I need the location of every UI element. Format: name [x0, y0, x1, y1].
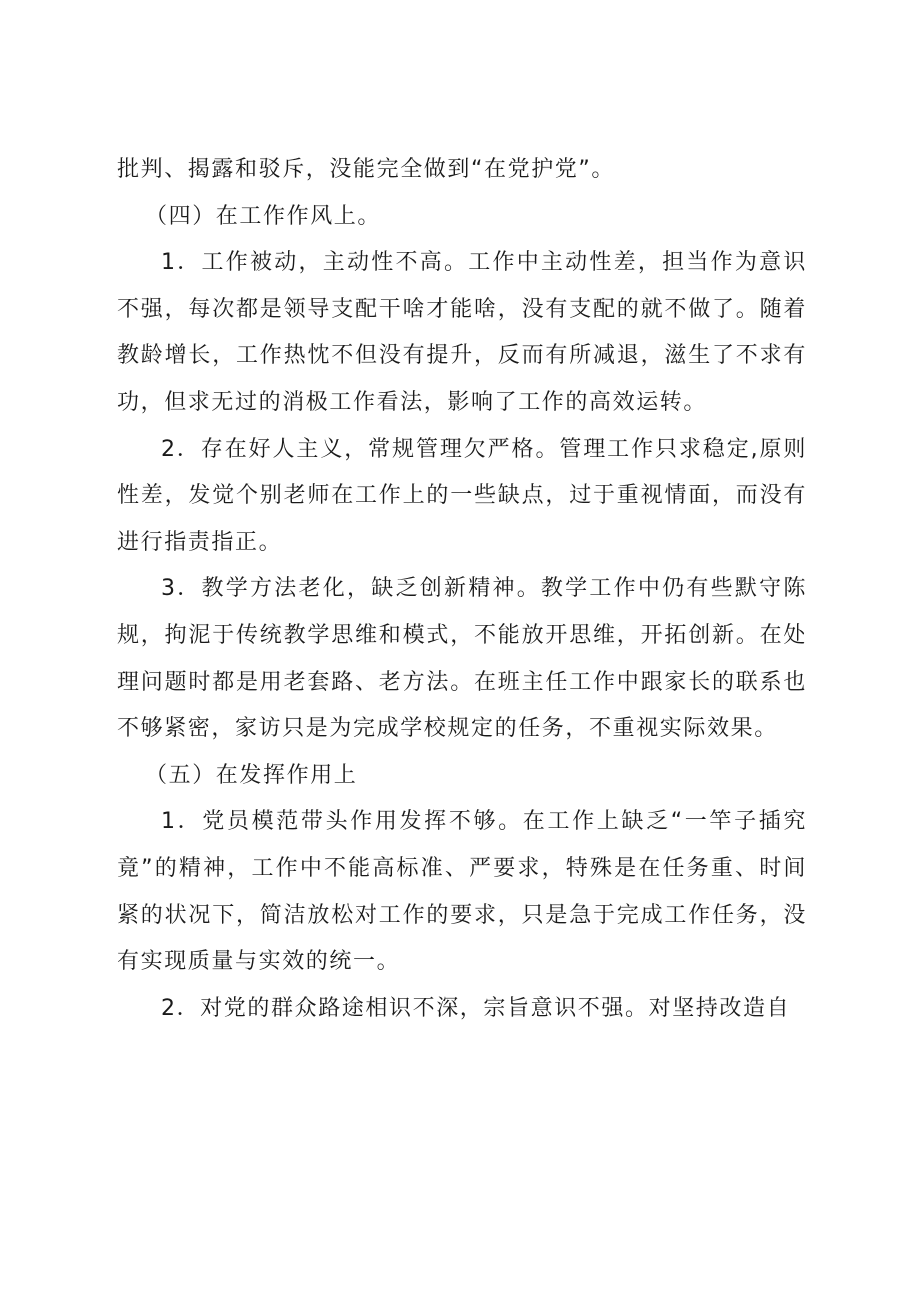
paragraph-item-4-1: 1．工作被动，主动性不高。工作中主动性差，担当作为意识不强，每次都是领导支配干啥才能啥，没有支配的就不做了。随着教龄增长，工作热忱不但没有提升，反而有所减退，滋生了不求有功，但求无过的消极工作看法，影响了工作的高效运转。: [117, 250, 807, 415]
section-heading-five: （五）在发挥作用上: [145, 762, 358, 788]
paragraph-continuation: 批判、揭露和驳斥，没能完全做到“在党护党”。: [117, 157, 615, 182]
section-heading-four: （四）在工作作风上。: [145, 203, 382, 229]
document-body: [117, 147, 807, 1032]
paragraph-item-5-2: 2．对党的群众路途相识不深，宗旨意识不强。对坚持改造自: [161, 995, 791, 1021]
paragraph-item-4-2: 2．存在好人主义，常规管理欠严格。管理工作只求稳定,原则性差，发觉个别老师在工作上的一些缺点，过于重视情面，而没有进行指责指正。: [117, 436, 807, 555]
paragraph-item-4-3: 3．教学方法老化，缺乏创新精神。教学工作中仍有些默守陈规，拘泥于传统教学思维和模式，不能放开思维，开拓创新。在处理问题时都是用老套路、老方法。在班主任工作中跟家长的联系也不够紧密，家访只是为完成学校规定的任务，不重视实际效果。: [117, 576, 807, 742]
paragraph-item-5-1: 1．党员模范带头作用发挥不够。在工作上缺乏“一竿子插究竟”的精神，工作中不能高标准、严要求，特殊是在任务重、时间紧的状况下，简洁放松对工作的要求，只是急于完成工作任务，没有实现质量与实效的统一。: [117, 809, 807, 975]
